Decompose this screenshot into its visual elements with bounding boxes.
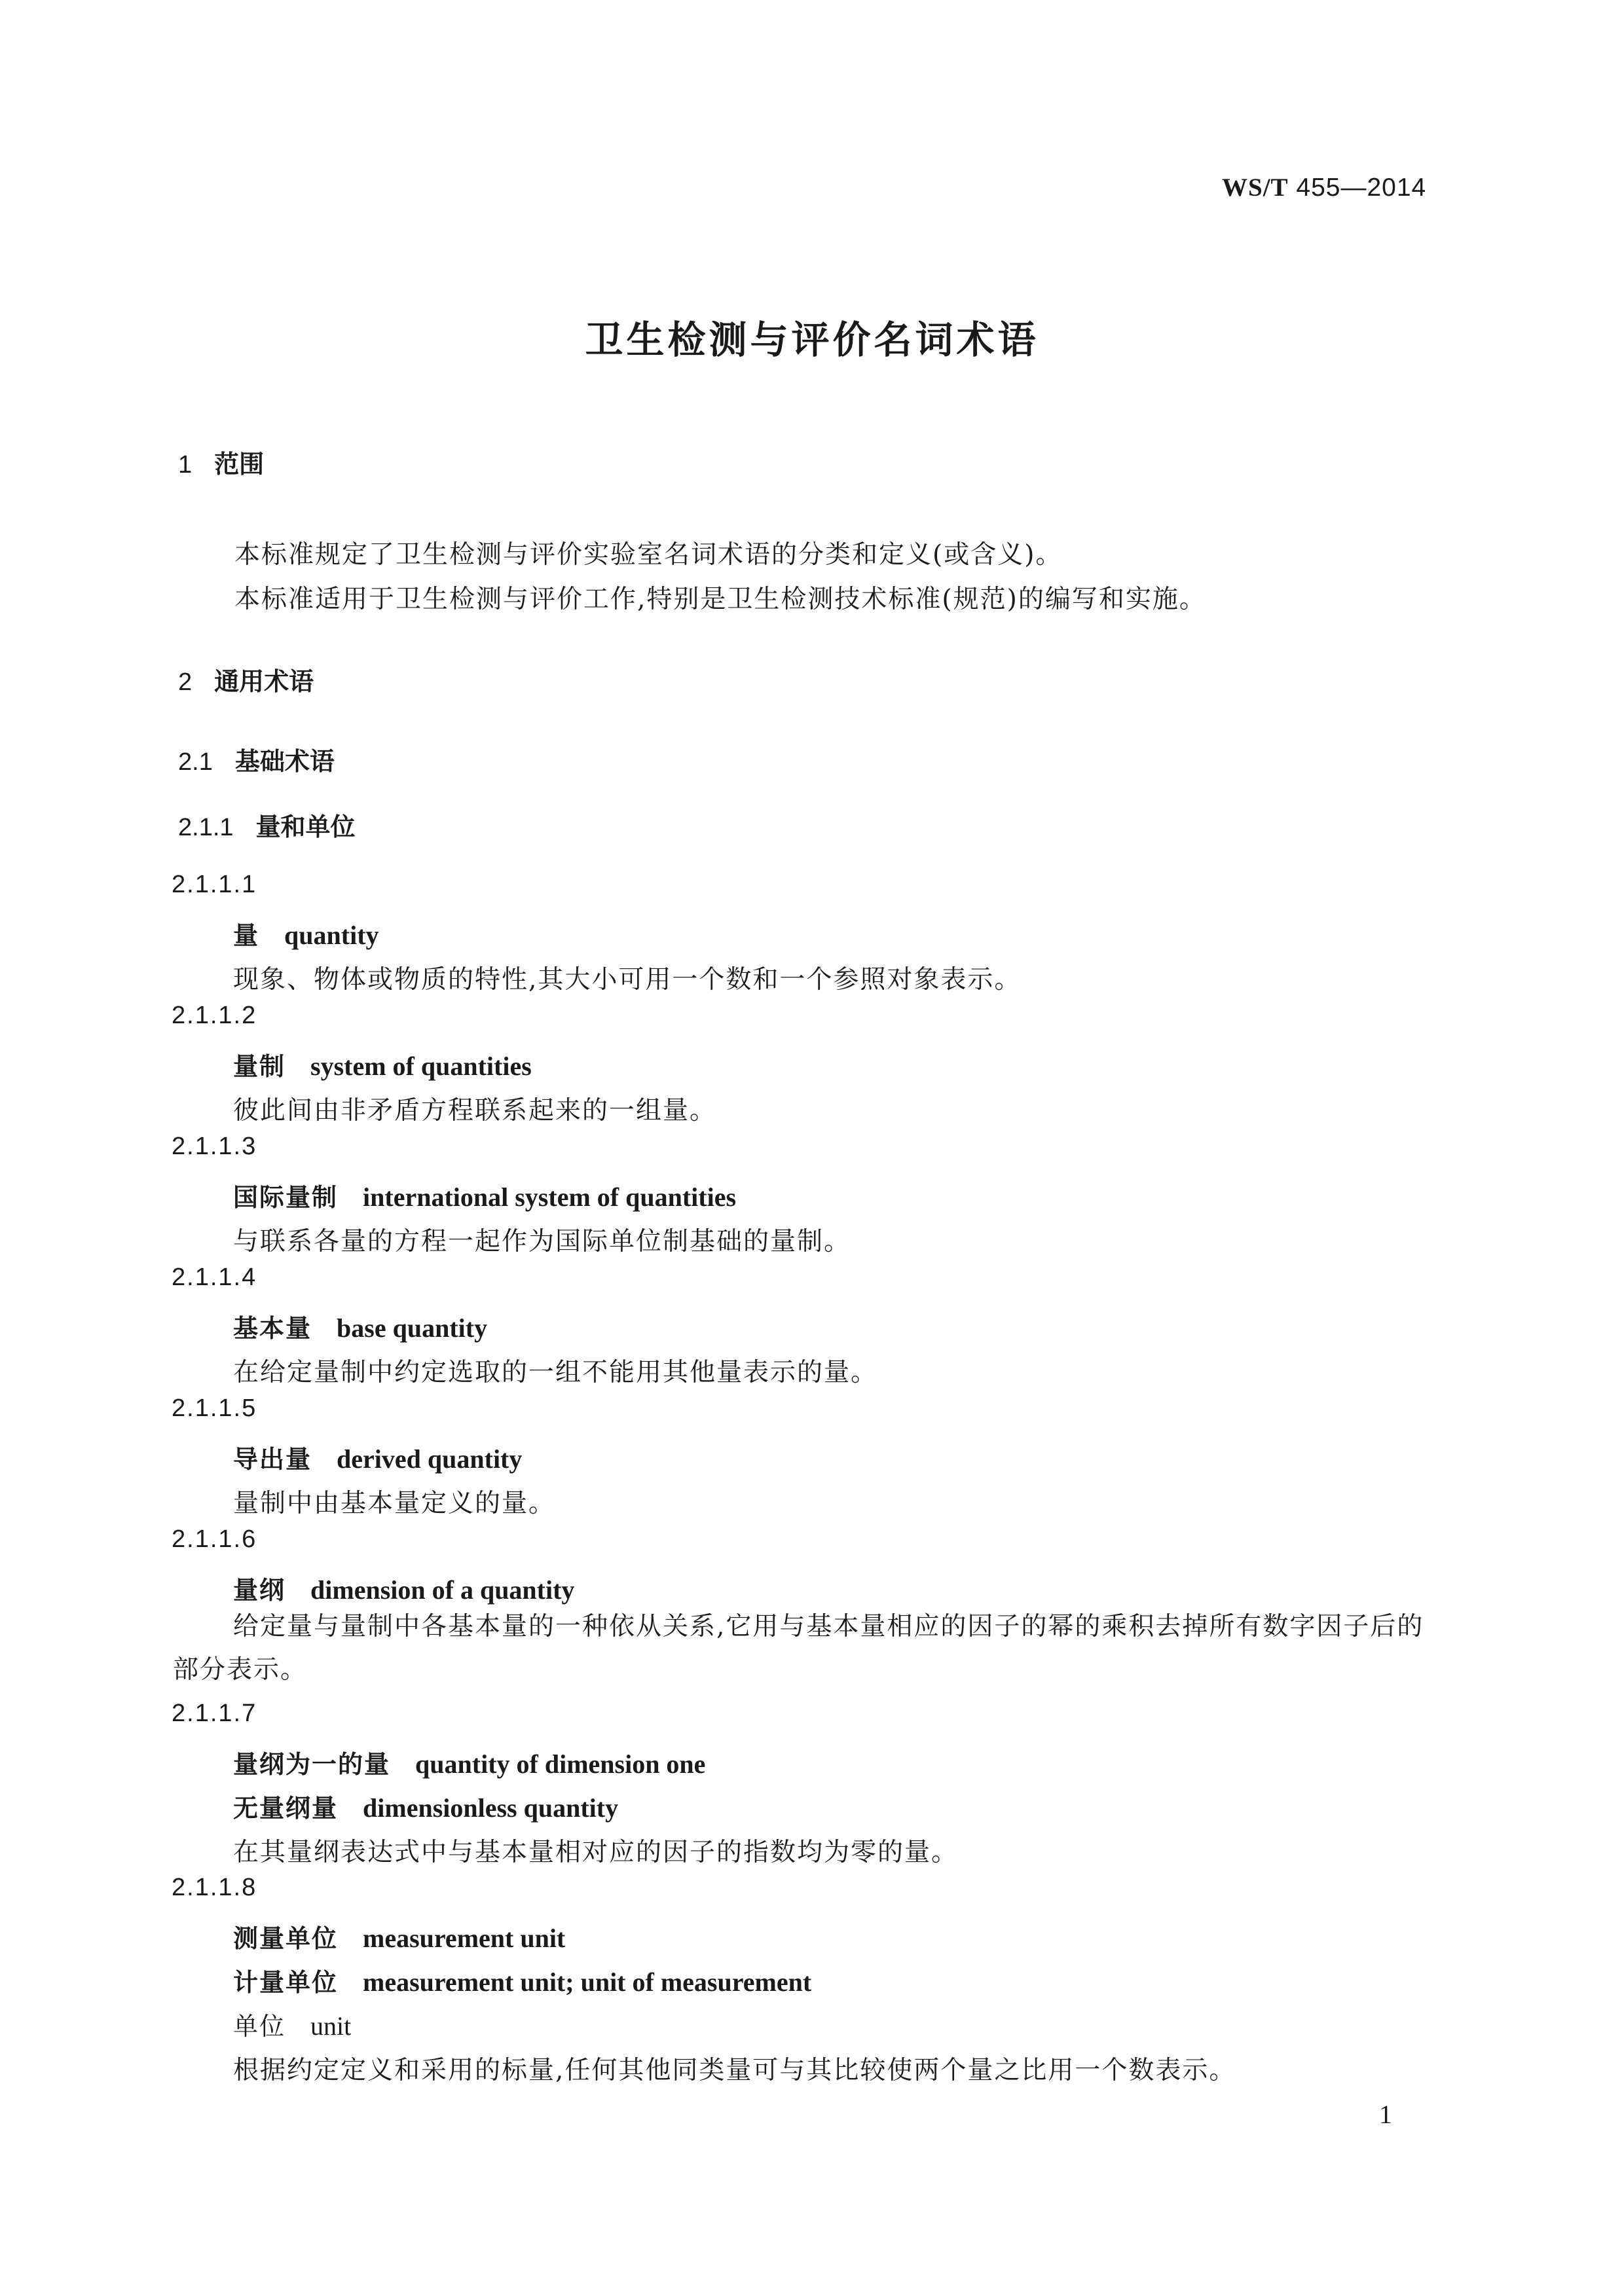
standard-code-prefix: WS/T (1222, 173, 1289, 202)
term-line: 量制 system of quantities (233, 1051, 532, 1081)
definition: 彼此间由非矛盾方程联系起来的一组量。 (233, 1096, 717, 1125)
term-line: 测量单位 measurement unit (233, 1923, 566, 1953)
definition: 给定量与量制中各基本量的一种依从关系,它用与基本量相应的因子的幂的乘积去掉所有数字因子后的部分表示。 (173, 1612, 1424, 1685)
entry-number: 2.1.1.5 (172, 1394, 257, 1422)
document-title: 卫生检测与评价名词术语 (585, 318, 1039, 362)
standard-code-number: 455—2014 (1296, 173, 1427, 202)
section-heading-1: 1 范围 (178, 450, 265, 479)
entry-number: 2.1.1.7 (172, 1700, 257, 1727)
definition: 在其量纲表达式中与基本量相对应的因子的指数均为零的量。 (233, 1838, 959, 1867)
definition: 在给定量制中约定选取的一组不能用其他量表示的量。 (233, 1358, 878, 1387)
term-line: 计量单位 measurement unit; unit of measurement (233, 1967, 812, 1997)
definition: 现象、物体或物质的特性,其大小可用一个数和一个参照对象表示。 (233, 965, 1022, 994)
term-line: 基本量 base quantity (233, 1313, 488, 1343)
term-line: 量 quantity (233, 920, 379, 950)
term-line: 无量纲量 dimensionless quantity (233, 1793, 619, 1823)
scope-paragraph: 本标准适用于卫生检测与评价工作,特别是卫生检测技术标准(规范)的编写和实施。 (234, 585, 1206, 614)
term-line: 量纲 dimension of a quantity (233, 1575, 575, 1605)
section-heading-2-1-1: 2.1.1 量和单位 (178, 812, 356, 841)
definition: 与联系各量的方程一起作为国际单位制基础的量制。 (233, 1227, 851, 1256)
page-number: 1 (1379, 2100, 1392, 2129)
entry-number: 2.1.1.1 (172, 871, 257, 898)
standard-code (1222, 173, 1426, 202)
section-heading-2-1: 2.1 基础术语 (178, 747, 335, 776)
term-line: 单位 unit (233, 2011, 352, 2041)
term-line: 国际量制 international system of quantities (233, 1182, 737, 1212)
definition: 量制中由基本量定义的量。 (233, 1489, 556, 1518)
entry-number: 2.1.1.3 (172, 1133, 257, 1160)
entry-number: 2.1.1.6 (172, 1525, 257, 1553)
term-line: 量纲为一的量 quantity of dimension one (233, 1749, 706, 1779)
entry-number: 2.1.1.4 (172, 1264, 257, 1291)
term-line: 导出量 derived quantity (233, 1444, 523, 1474)
scope-paragraph: 本标准规定了卫生检测与评价实验室名词术语的分类和定义(或含义)。 (234, 540, 1063, 570)
entry-number: 2.1.1.2 (172, 1002, 257, 1029)
section-heading-2: 2 通用术语 (178, 667, 314, 696)
definition: 根据约定定义和采用的标量,任何其他同类量可与其比较使两个量之比用一个数表示。 (233, 2056, 1236, 2085)
entry-number: 2.1.1.8 (172, 1874, 257, 1901)
